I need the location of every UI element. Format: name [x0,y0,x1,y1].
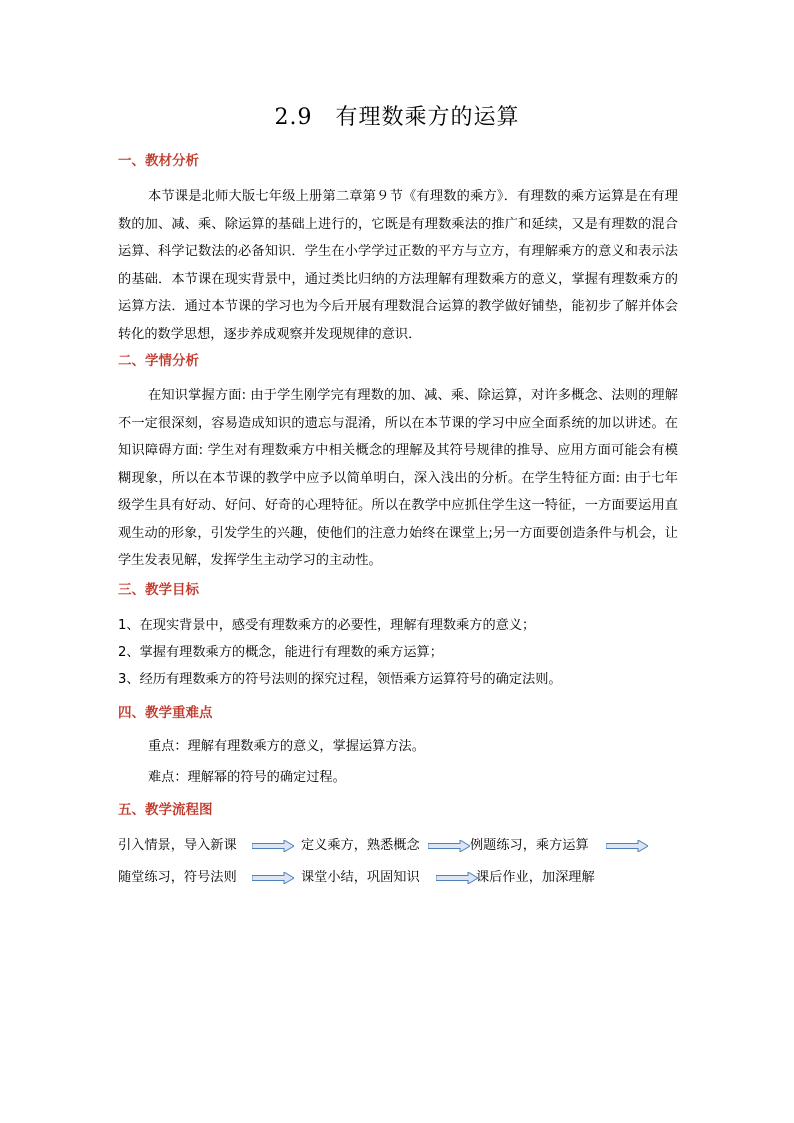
difficult-point-line: 难点：理解幂的符号的确定过程。 [148,770,346,785]
flow-step-2: 定义乘方，熟悉概念 [301,838,420,853]
section-heading-student-analysis: 二、学情分析 [118,353,199,369]
section-heading-textbook-analysis: 一、教材分析 [118,153,199,169]
flowchart-row-1 [118,835,678,857]
section-heading-key-difficult-points: 四、教学重难点 [118,705,213,721]
flow-step-5: 课堂小结，巩固知识 [301,870,420,885]
right-block-arrow-icon [252,840,294,852]
flow-step-4: 随堂练习，符号法则 [118,870,237,885]
key-point-line: 重点：理解有理数乘方的意义，掌握运算方法。 [148,739,425,754]
section-heading-teaching-goals: 三、教学目标 [118,582,199,598]
right-block-arrow-icon [606,840,648,852]
paragraph-student-analysis: 在知识掌握方面: 由于学生刚学完有理数的加、减、乘、除运算，对许多概念、法则的理解不一定很深刻，容易造成知识的遗忘与混淆，所以在本节课的学习中应全面系统的加以讲述。在知识障碍方面: 学生对有理数乘方中相关概念的理解及其符号规律的推导、应用方面可能会有模糊现象，所以在本节课的教学中应予以简单明白，深入浅出的分析。在学生特征方面: 由于七年级学生具有好动、好问、好奇的心理特征。所以在教学中应抓住学生这一特征，一方面要运用直观生动的形象，引发学生的兴趣，使他们的注意力始终在课堂上;另一方面要创造条件与机会，让学生发表见解，发挥学生主动学习的主动性。 [118,388,678,568]
right-block-arrow-icon [436,872,478,884]
section-heading-teaching-flowchart: 五、教学流程图 [118,802,213,818]
flow-step-6: 课后作业，加深理解 [476,870,595,885]
flowchart-row-2 [118,867,678,889]
flow-step-3: 例题练习，乘方运算 [470,838,589,853]
flow-step-1: 引入情景，导入新课 [118,838,237,853]
right-block-arrow-icon [252,872,294,884]
goal-item-3: 3、经历有理数乘方的符号法则的探究过程，领悟乘方运算符号的确定法则。 [118,672,562,687]
right-block-arrow-icon [428,840,470,852]
goal-item-2: 2、掌握有理数乘方的概念，能进行有理数的乘方运算； [118,645,443,660]
document-title: 2.9 有理数乘方的运算 [274,105,520,130]
paragraph-textbook-analysis: 本节课是北师大版七年级上册第二章第９节《有理数的乘方》．有理数的乘方运算是在有理数的加、减、乘、除运算的基础上进行的，它既是有理数乘法的推广和延续，又是有理数的混合运算、科学记数法的必备知识．学生在小学学过正数的平方与立方，有理解乘方的意义和表示法的基础．本节课在现实背景中，通过类比归纳的方法理解有理数乘方的意义，掌握有理数乘方的运算方法．通过本节课的学习也为今后开展有理数混合运算的教学做好铺垫，能初步了解并体会转化的数学思想，逐步养成观察并发现规律的意识． [118,189,678,342]
goal-item-1: 1、在现实背景中，感受有理数乘方的必要性，理解有理数乘方的意义； [118,618,536,633]
